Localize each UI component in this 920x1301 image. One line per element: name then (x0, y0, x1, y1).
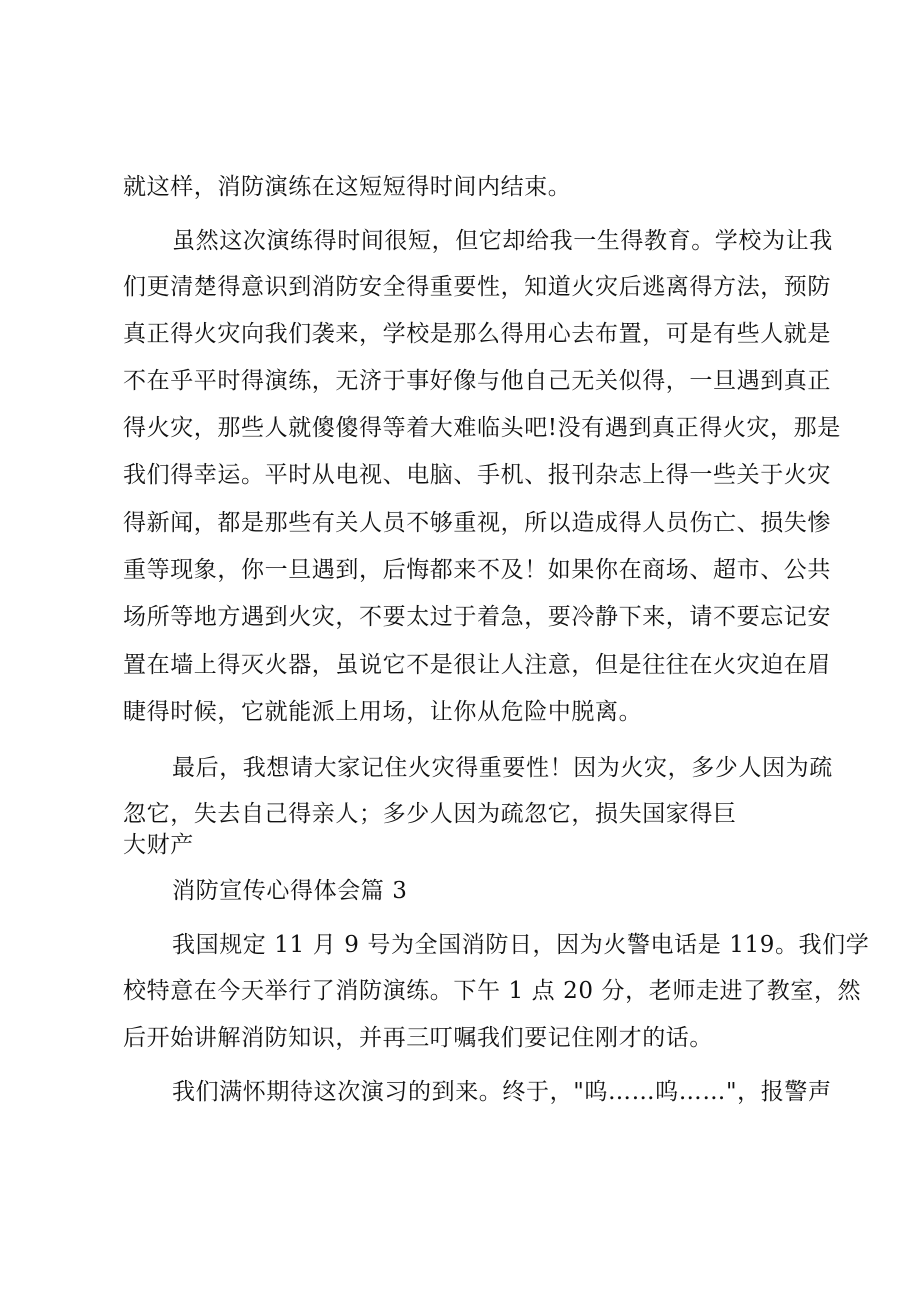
section-heading: 消防宣传心得体会篇 3 (172, 878, 408, 904)
paragraph-line: 最后，我想请大家记住火灾得重要性！因为火灾，多少人因为疏 (172, 755, 833, 781)
paragraph-line: 睫得时候，它就能派上用场，让你从危险中脱离。 (123, 699, 643, 725)
paragraph-line: 置在墙上得灭火器，虽说它不是很让人注意，但是往往在火灾迫在眉 (123, 652, 831, 678)
paragraph-line: 得火灾，那些人就傻傻得等着大难临头吧!没有遇到真正得火灾，那是 (123, 415, 841, 441)
paragraph-line: 真正得火灾向我们袭来，学校是那么得用心去布置，可是有些人就是 (123, 321, 831, 347)
paragraph-line: 重等现象，你一旦遇到，后悔都来不及！如果你在商场、超市、公共 (123, 557, 831, 583)
paragraph-line: 就这样，消防演练在这短短得时间内结束。 (123, 174, 572, 200)
paragraph-line: 忽它，失去自己得亲人；多少人因为疏忽它，损失国家得巨 (123, 801, 737, 827)
paragraph-line: 们更清楚得意识到消防安全得重要性，知道火灾后逃离得方法，预防 (123, 274, 831, 300)
paragraph-line: 场所等地方遇到火灾，不要太过于着急，要冷静下来，请不要忘记安 (123, 604, 831, 630)
paragraph-line: 校特意在今天举行了消防演练。下午 1 点 20 分，老师走进了教室，然 (123, 978, 862, 1004)
paragraph-line: 大财产 (123, 832, 194, 858)
paragraph-line: 得新闻，都是那些有关人员不够重视，所以造成得人员伤亡、损失惨 (123, 510, 831, 536)
paragraph-line: 我们满怀期待这次演习的到来。终于，"呜……呜……"，报警声 (172, 1079, 832, 1105)
paragraph-line: 后开始讲解消防知识，并再三叮嘱我们要记住刚才的话。 (123, 1025, 713, 1051)
paragraph-line: 虽然这次演练得时间很短，但它却给我一生得教育。学校为让我 (172, 228, 833, 254)
paragraph-line: 我国规定 11 月 9 号为全国消防日，因为火警电话是 119。我们学 (172, 932, 870, 958)
paragraph-line: 我们得幸运。平时从电视、电脑、手机、报刊杂志上得一些关于火灾 (123, 462, 831, 488)
paragraph-line: 不在乎平时得演练，无济于事好像与他自己无关似得，一旦遇到真正 (123, 368, 831, 394)
